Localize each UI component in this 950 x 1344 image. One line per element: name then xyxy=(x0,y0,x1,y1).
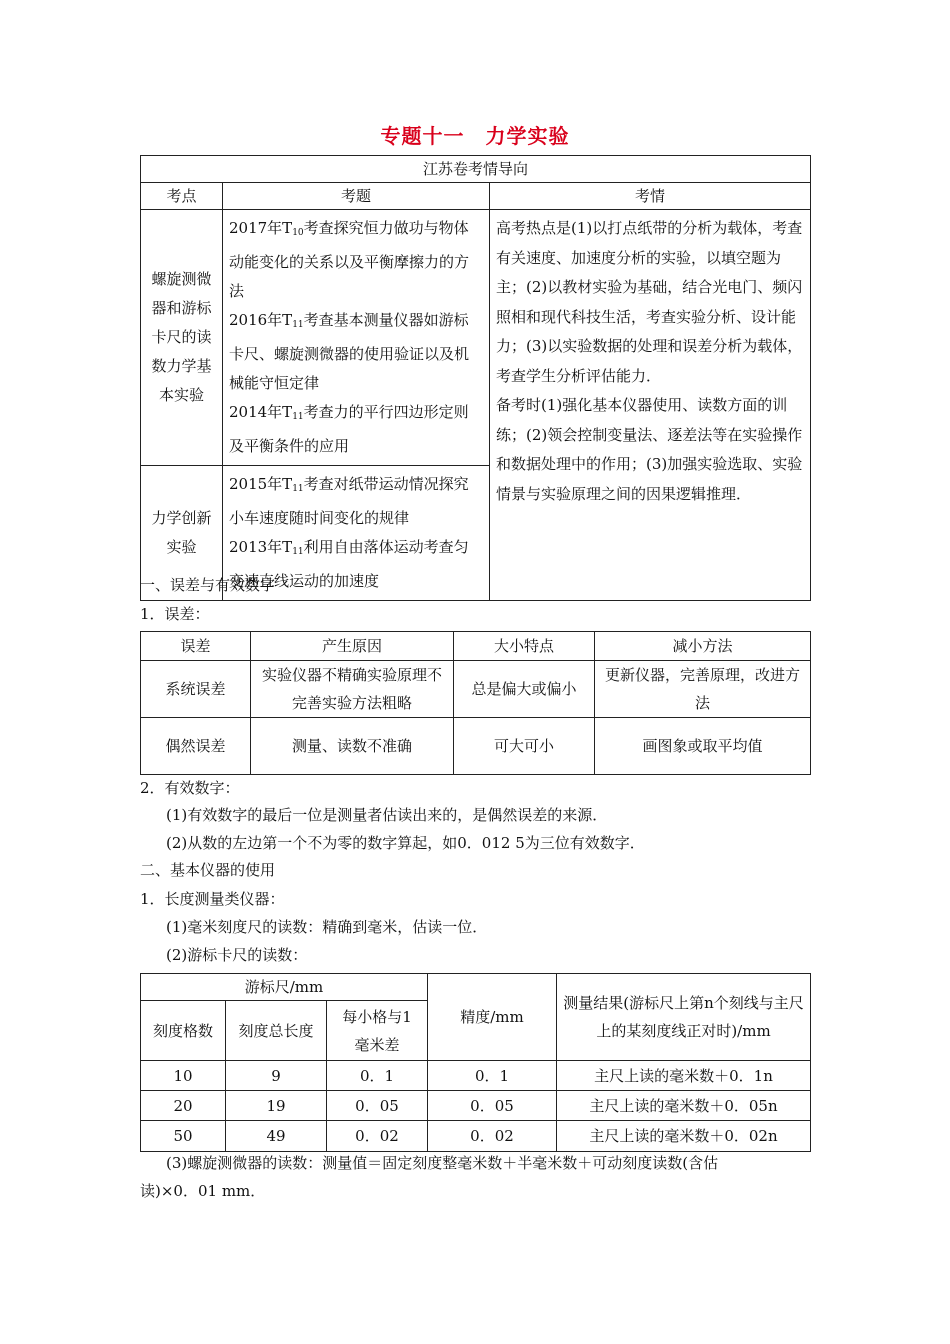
table-cell: 0．1 xyxy=(428,1061,557,1091)
topic-item: 2014年$T_{11}$考查力的平行四边形定则及平衡条件的应用 xyxy=(229,403,469,455)
paragraph: (1)毫米刻度尺的读数：精确到毫米，估读一位． xyxy=(166,918,488,936)
table-cell: 0．02 xyxy=(428,1121,557,1152)
error-feature: 可大可小 xyxy=(454,718,595,775)
topics-basic xyxy=(223,210,490,466)
error-header: 减小方法 xyxy=(595,632,811,661)
vernier-subheader: 每小格与1毫米差 xyxy=(327,1001,428,1061)
point-basic: 螺旋测微器和游标卡尺的读数力学基本实验 xyxy=(141,210,223,466)
page-title: 专题十一 力学实验 xyxy=(380,124,570,148)
paragraph: (2)游标卡尺的读数： xyxy=(166,946,308,964)
header-situation: 考情 xyxy=(490,183,811,210)
header-point: 考点 xyxy=(141,183,223,210)
point-innovation: 力学创新实验 xyxy=(141,466,223,601)
table-cell: 主尺上读的毫米数＋0．1n xyxy=(557,1061,811,1091)
table-cell: 19 xyxy=(226,1091,327,1121)
vernier-table xyxy=(140,973,811,1152)
error-header: 大小特点 xyxy=(454,632,595,661)
paragraph: (3)螺旋测微器的读数：测量值＝固定刻度整毫米数＋半毫米数＋可动刻度读数(含估 xyxy=(166,1154,719,1172)
paragraph: 读)×0．01 mm． xyxy=(140,1182,266,1200)
header-topic: 考题 xyxy=(223,183,490,210)
table-cell: 50 xyxy=(141,1121,226,1152)
precision-header: 精度/mm xyxy=(428,974,557,1061)
vernier-subheader: 刻度总长度 xyxy=(226,1001,327,1061)
error-header: 误差 xyxy=(141,632,251,661)
subsection-heading: 2．有效数字： xyxy=(140,779,240,797)
table-cell: 0．02 xyxy=(327,1121,428,1152)
vernier-subheader: 刻度格数 xyxy=(141,1001,226,1061)
error-table xyxy=(140,631,811,775)
error-cause: 测量、读数不准确 xyxy=(251,718,454,775)
vernier-group-header: 游标尺/mm xyxy=(141,974,428,1001)
topic-item: 2015年$T_{11}$考查对纸带运动情况探究小车速度随时间变化的规律 xyxy=(229,475,469,527)
exam-guide-table xyxy=(140,155,811,601)
paragraph: (1)有效数字的最后一位是测量者估读出来的，是偶然误差的来源． xyxy=(166,806,608,824)
table-cell: 0．1 xyxy=(327,1061,428,1091)
error-cause: 实验仪器不精确实验原理不完善实验方法粗略 xyxy=(251,661,454,718)
table-caption: 江苏卷考情导向 xyxy=(141,156,811,183)
table-cell: 0．05 xyxy=(327,1091,428,1121)
error-type: 系统误差 xyxy=(141,661,251,718)
table-cell: 主尺上读的毫米数＋0．02n xyxy=(557,1121,811,1152)
table-cell: 49 xyxy=(226,1121,327,1152)
table-cell: 9 xyxy=(226,1061,327,1091)
table-cell: 主尺上读的毫米数＋0．05n xyxy=(557,1091,811,1121)
section-heading: 二、基本仪器的使用 xyxy=(140,861,276,879)
section-heading: 一、误差与有效数字 xyxy=(140,576,276,594)
error-feature: 总是偏大或偏小 xyxy=(454,661,595,718)
table-cell: 10 xyxy=(141,1061,226,1091)
error-header: 产生原因 xyxy=(251,632,454,661)
error-type: 偶然误差 xyxy=(141,718,251,775)
subsection-heading: 1．误差： xyxy=(140,605,210,623)
situation-cell: 高考热点是(1)以打点纸带的分析为载体，考查有关速度、加速度分析的实验，以填空题为主；(2)以教材实验为基础，结合光电门、频闪照相和现代科技生活，考查实验分析、设计能力；(3)以实验数据的处理和误差分析为载体，考查学生分析评估能力． 备考时(1)强化基本仪器使用、读数方面的训练；(2)领会控制变量法、逐差法等在实验操作和数据处理中的作用；(3)加强实验选取、实验情景与实验原理之间的因果逻辑推理． xyxy=(490,210,811,601)
topic-item: 2013年$T_{11}$利用自由落体运动考查匀变速直线运动的加速度 xyxy=(229,538,469,590)
topic-item: 2016年$T_{11}$考查基本测量仪器如游标卡尺、螺旋测微器的使用验证以及机械能守恒定律 xyxy=(229,311,470,392)
paragraph: (2)从数的左边第一个不为零的数字算起，如0．012 5为三位有效数字． xyxy=(166,834,645,852)
table-cell: 0．05 xyxy=(428,1091,557,1121)
result-header: 测量结果(游标尺上第n个刻线与主尺上的某刻度线正对时)/mm xyxy=(557,974,811,1061)
subsection-heading: 1．长度测量类仪器： xyxy=(140,890,285,908)
topic-item: 2017年$T_{10}$考查探究恒力做功与物体动能变化的关系以及平衡摩擦力的方法 xyxy=(229,219,470,300)
error-reduce: 画图象或取平均值 xyxy=(595,718,811,775)
table-cell: 20 xyxy=(141,1091,226,1121)
error-reduce: 更新仪器，完善原理，改进方法 xyxy=(595,661,811,718)
